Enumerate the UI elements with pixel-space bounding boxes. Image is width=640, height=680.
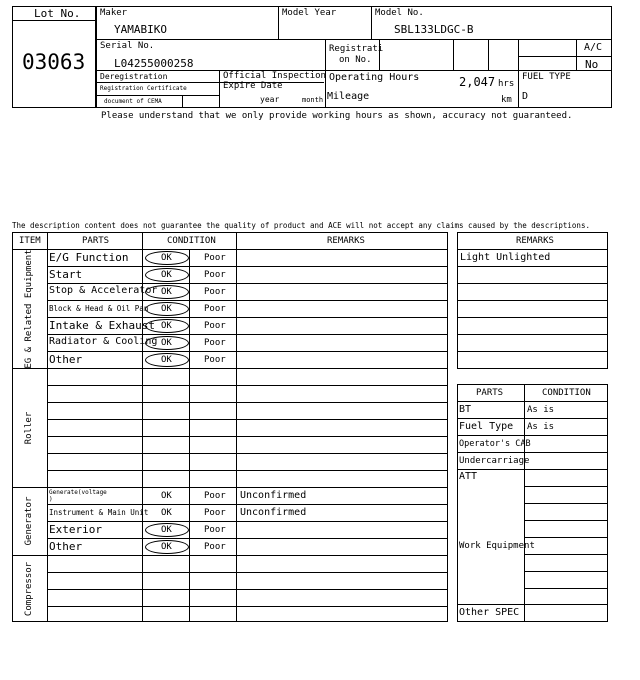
section-generator: Generator — [24, 496, 34, 546]
ok-label: OK — [161, 542, 172, 552]
side-part-fuel-type: Fuel Type — [459, 421, 514, 432]
condition-header: CONDITION — [167, 236, 216, 246]
side-cond-bt: As is — [527, 405, 555, 415]
part-start: Start — [49, 268, 83, 281]
fuel-type-label: FUEL TYPE — [522, 72, 571, 82]
side-work-equipment: Work Equipment — [459, 541, 535, 551]
part-block-head-oil-pan: Block & Head & Oil Pan — [49, 304, 149, 313]
inspection-label-2: Expire Date — [223, 81, 283, 91]
km-label: km — [501, 95, 512, 105]
poor-label: Poor — [204, 253, 226, 263]
serial-no-label: Serial No. — [100, 41, 155, 51]
section-eg-related: EG & Related Equipment — [24, 249, 34, 369]
ok-label: OK — [161, 287, 172, 297]
ok-label: OK — [161, 304, 172, 314]
part-radiator-cooling: Radiator & Cooling — [49, 336, 158, 347]
part-exterior: Exterior — [49, 523, 102, 536]
ac-value: No — [585, 58, 599, 71]
poor-label: Poor — [204, 508, 226, 518]
side-part-operators-cab: Operator's CAB — [459, 439, 531, 449]
ok-label: OK — [161, 253, 172, 263]
poor-label: Poor — [204, 525, 226, 535]
model-year-label: Model Year — [282, 8, 337, 18]
side-part-undercarriage: Undercarriage — [459, 456, 530, 466]
model-no-value: SBL133LDGC-B — [394, 23, 474, 36]
poor-label: Poor — [204, 338, 226, 348]
fuel-type-value: D — [522, 91, 529, 102]
section-compressor: Compressor — [24, 561, 34, 617]
operating-hours-value: 2,047 — [459, 75, 496, 89]
ok-label: OK — [161, 525, 172, 535]
mileage-label: Mileage — [327, 91, 370, 102]
side-part-att: ATT — [459, 471, 478, 482]
side-cond-fuel-type: As is — [527, 422, 555, 432]
registration-label-2: on No. — [339, 55, 372, 65]
side-parts-header: PARTS — [476, 388, 504, 398]
part-generate-voltage: Generate(voltage ) — [49, 489, 107, 503]
remark-unconfirmed: Unconfirmed — [240, 490, 307, 501]
item-header: ITEM — [19, 236, 41, 246]
operating-hours-label: Operating Hours — [329, 72, 420, 83]
poor-label: Poor — [204, 321, 226, 331]
lot-no-label: Lot No. — [34, 7, 81, 20]
notice-text: Please understand that we only provide working hours as shown, accuracy not guaranteed. — [101, 111, 573, 121]
hrs-label: hrs — [498, 79, 515, 89]
poor-label: Poor — [204, 355, 226, 365]
side-condition-header: CONDITION — [542, 388, 591, 398]
poor-label: Poor — [204, 491, 226, 501]
poor-label: Poor — [204, 542, 226, 552]
remark-unconfirmed: Unconfirmed — [240, 507, 307, 518]
side-part-bt: BT — [459, 404, 472, 415]
section-roller: Roller — [24, 411, 34, 445]
ac-label: A/C — [584, 42, 603, 53]
side-other-spec: Other SPEC — [459, 607, 520, 618]
registration-label: Registrati — [329, 44, 384, 54]
disclaimer-text: The description content does not guarantee the quality of product and ACE will not accept any claims caused by the descriptions. — [12, 221, 590, 230]
document-cema: document of CEMA — [104, 98, 162, 105]
ok-label: OK — [161, 508, 172, 518]
model-no-label: Model No. — [375, 8, 424, 18]
inspection-label: Official Inspection — [223, 71, 326, 81]
serial-no-value: L04255000258 — [114, 57, 194, 70]
remarks-header: REMARKS — [327, 236, 365, 246]
lot-no: 03063 — [22, 50, 86, 74]
remarks-box-header: REMARKS — [516, 236, 554, 246]
remarks-light-unlighted: Light Unlighted — [460, 252, 551, 263]
part-intake-exhaust: Intake & Exhaust — [49, 319, 155, 332]
poor-label: Poor — [204, 287, 226, 297]
parts-header: PARTS — [82, 236, 110, 246]
ok-label: OK — [161, 270, 172, 280]
deregistration-label: Deregistration — [100, 72, 168, 81]
poor-label: Poor — [204, 304, 226, 314]
ok-label: OK — [161, 338, 172, 348]
part-stop-accelerator: Stop & Accelerator — [49, 285, 158, 296]
part-other: Other — [49, 353, 83, 366]
ok-label: OK — [161, 321, 172, 331]
ok-label: OK — [161, 355, 172, 365]
year-label: year — [260, 95, 280, 104]
maker-value: YAMABIKO — [114, 23, 167, 36]
maker-label: Maker — [100, 8, 128, 18]
part-eg-function: E/G Function — [49, 251, 129, 264]
part-other-generator: Other — [49, 540, 83, 553]
part-instrument-main-unit: Instrument & Main Unit — [49, 508, 149, 517]
registration-certificate: Registration Certificate — [100, 85, 187, 92]
poor-label: Poor — [204, 270, 226, 280]
ok-label: OK — [161, 491, 172, 501]
month-label: month — [302, 96, 324, 104]
